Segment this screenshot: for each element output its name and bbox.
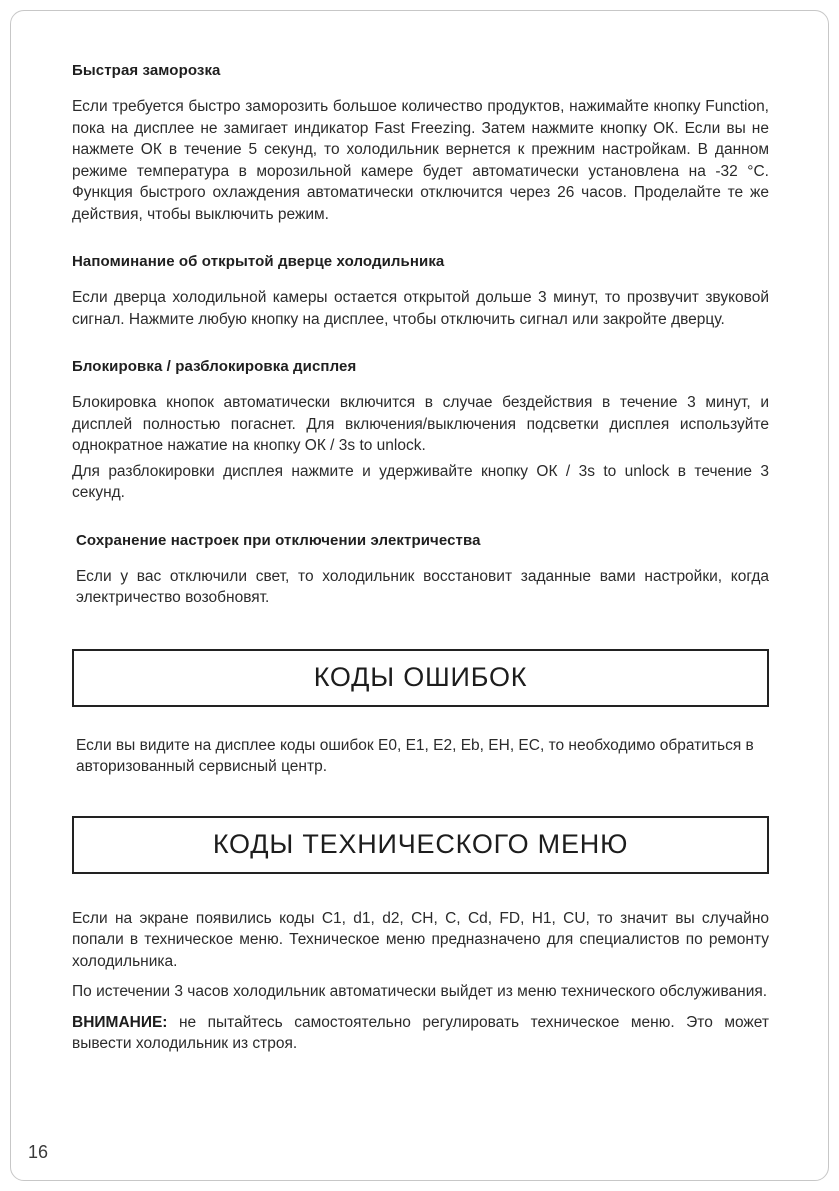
paragraph-fast-freezing: Если требуется быстро заморозить большое количество продуктов, нажимайте кнопку Function, пока на дисплее не замигает индикатор Fast Freezing. Затем нажмите кнопку ОК. Если вы не нажмете ОК в течение 5 секунд, то холодильник вернется к прежним настройкам. В данном режиме температура в морозильной камере будет автоматически установлена на -32 °C. Функция быстрого охлаждения автоматически отключится через 26 часов. Проделайте те же действия, чтобы выключить режим. [72,98,769,223]
section-settings-retention [72,532,769,609]
paragraph-tech-menu-warning [72,1012,769,1055]
section-fast-freezing [72,62,769,225]
paragraph-tech-menu-1: Если на экране появились коды C1, d1, d2, CH, C, Cd, FD, H1, CU, то значит вы случайно попали в техническое меню. Техническое меню предназначено для специалистов по ремонту холодильника. [72,909,769,970]
warning-label: ВНИМАНИЕ: [72,1013,168,1031]
tech-menu-block [72,908,769,1055]
paragraph-tech-menu-2: По истечении 3 часов холодильник автоматически выйдет из меню технического обслуживания. [72,983,768,1000]
section-open-door-reminder [72,253,769,330]
page-number: 16 [28,1142,49,1162]
section-heading-fast-freezing: Быстрая заморозка [72,62,221,79]
paragraph-display-lock-1: Блокировка кнопок автоматически включится в случае бездействия в течение 3 минут, и дисплей полностью погаснет. Для включения/выключения подсветки дисплея используйте однократное нажатие на кнопку ОК / 3s to unlock. [72,394,769,454]
paragraph-error-codes: Если вы видите на дисплее коды ошибок E0, E1, E2, Eb, EH, EC, то необходимо обратиться в авторизованный сервисный центр. [76,736,754,775]
paragraph-display-lock-2: Для разблокировки дисплея нажмите и удерживайте кнопку ОК / 3s to unlock в течение 3 секунд. [72,462,769,501]
paragraph-settings-retention: Если у вас отключили свет, то холодильник восстановит заданные вами настройки, когда электричество возобновят. [76,567,769,606]
section-heading-display-lock: Блокировка / разблокировка дисплея [72,358,357,375]
error-codes-title: КОДЫ ОШИБОК [72,649,769,707]
paragraph-open-door: Если дверца холодильной камеры остается открытой дольше 3 минут, то прозвучит звуковой сигнал. Нажмите любую кнопку на дисплее, чтобы отключить сигнал или закройте дверцу. [72,289,769,328]
page-content [72,62,769,1064]
section-display-lock [72,358,769,504]
tech-menu-title: КОДЫ ТЕХНИЧЕСКОГО МЕНЮ [72,816,769,874]
section-heading-open-door: Напоминание об открытой дверце холодильника [72,253,445,270]
section-heading-settings-retention: Сохранение настроек при отключении электричества [76,531,481,549]
warning-text: не пытайтесь самостоятельно регулировать техническое меню. Это может вывести холодильник из строя. [72,1013,769,1052]
